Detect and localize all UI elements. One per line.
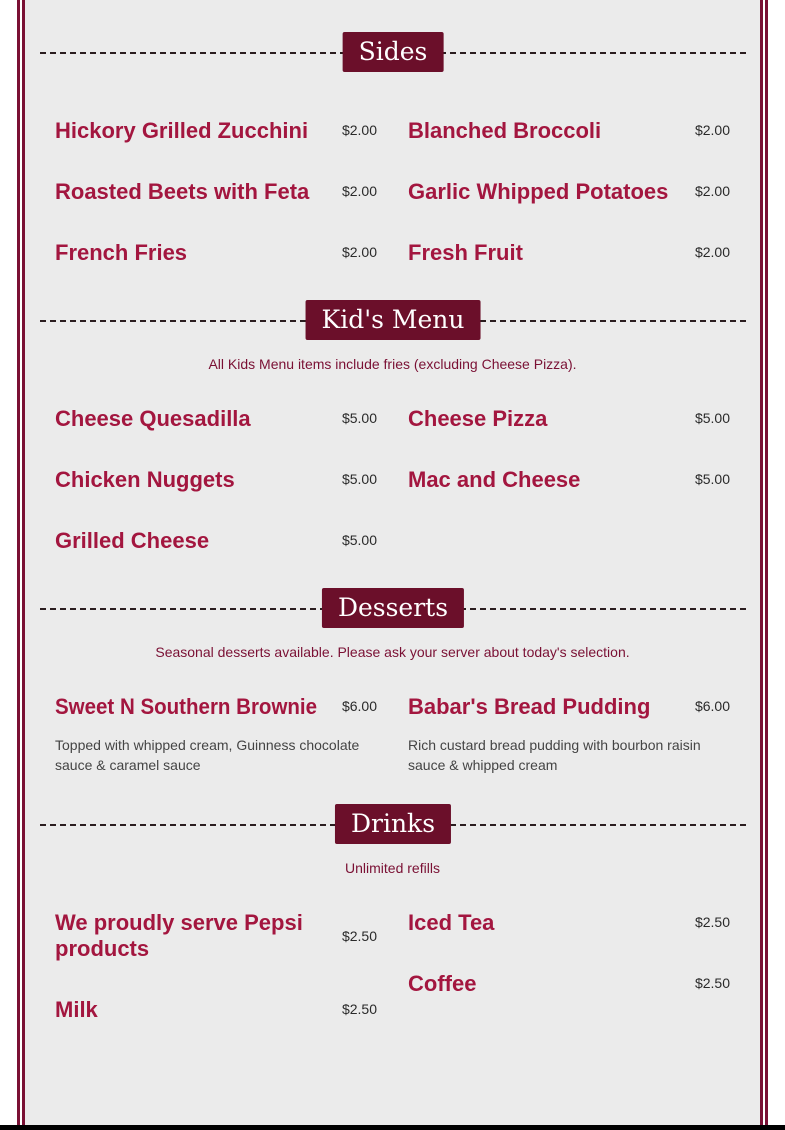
item-price: $2.50	[694, 914, 730, 930]
item-price: $5.00	[694, 410, 730, 426]
item-name: Hickory Grilled Zucchini	[55, 118, 309, 143]
section-note: Unlimited refills	[345, 860, 440, 876]
item-price: $2.00	[341, 122, 377, 138]
item-price: $2.00	[694, 244, 730, 260]
left-outer-border	[17, 0, 20, 1126]
item-price: $2.50	[694, 975, 730, 991]
item-name: Mac and Cheese	[408, 467, 581, 492]
item-price: $6.00	[341, 698, 377, 714]
item-name: Garlic Whipped Potatoes	[408, 179, 669, 204]
section-header	[40, 300, 746, 340]
item-name: Iced Tea	[408, 910, 495, 935]
item-price: $2.50	[341, 1001, 377, 1017]
item-price: $5.00	[341, 410, 377, 426]
item-price: $2.00	[341, 244, 377, 260]
item-description: Topped with whipped cream, Guinness chocolate sauce & caramel sauce	[55, 737, 360, 773]
item-price: $2.00	[694, 122, 730, 138]
item-name: Fresh Fruit	[408, 240, 523, 265]
section-header	[40, 588, 746, 628]
item-name: Chicken Nuggets	[55, 467, 235, 492]
item-name: French Fries	[55, 240, 188, 265]
section-title: Desserts	[322, 588, 464, 628]
section-header	[40, 32, 746, 72]
bottom-edge-bar	[0, 1125, 785, 1130]
item-price: $2.00	[341, 183, 377, 199]
item-name: Sweet N Southern Brownie	[55, 694, 318, 719]
item-price: $5.00	[341, 471, 377, 487]
section-title: Kid's Menu	[306, 300, 481, 340]
item-name: Blanched Broccoli	[408, 118, 602, 143]
item-description: Rich custard bread pudding with bourbon raisin sauce & whipped cream	[408, 737, 701, 773]
item-name: We proudly serve Pepsi products	[55, 910, 303, 961]
item-price: $6.00	[694, 698, 730, 714]
section-note: All Kids Menu items include fries (excluding Cheese Pizza).	[208, 356, 577, 372]
item-name: Coffee	[408, 971, 477, 996]
section-note: Seasonal desserts available. Please ask your server about today's selection.	[155, 644, 630, 660]
item-price: $2.50	[341, 928, 377, 944]
item-price: $5.00	[341, 532, 377, 548]
section-title: Sides	[343, 32, 444, 72]
item-price: $2.00	[694, 183, 730, 199]
item-name: Babar's Bread Pudding	[408, 694, 651, 719]
item-name: Roasted Beets with Feta	[55, 179, 310, 204]
item-name: Cheese Quesadilla	[55, 406, 251, 431]
right-inner-border	[760, 0, 763, 1126]
section-title: Drinks	[335, 804, 451, 844]
item-name: Milk	[55, 997, 98, 1022]
item-name: Grilled Cheese	[55, 528, 210, 553]
menu-panel	[25, 0, 760, 1126]
right-outer-border	[765, 0, 768, 1126]
item-price: $5.00	[694, 471, 730, 487]
section-header	[40, 804, 746, 844]
item-name: Cheese Pizza	[408, 406, 548, 431]
